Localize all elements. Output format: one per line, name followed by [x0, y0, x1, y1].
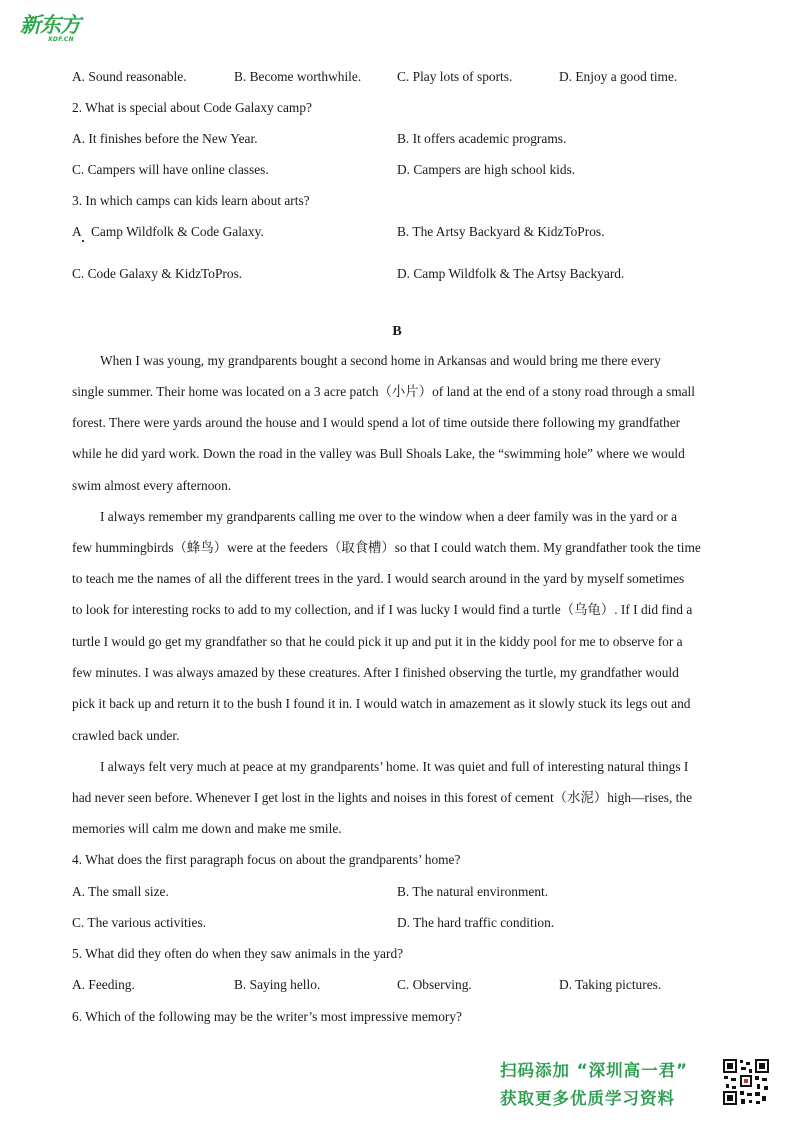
q1-option-d: D. Enjoy a good time.: [559, 69, 678, 84]
passage-line: few minutes. I was always amazed by these creatures. After I finished observing the turtle, my grandfather would: [72, 665, 679, 680]
xdf-logo: [20, 14, 90, 44]
passage-line: memories will calm me down and make me smile.: [72, 821, 342, 836]
q3-option-c: C. Code Galaxy & KidzToPros.: [72, 266, 243, 281]
q5-option-d: D. Taking pictures.: [559, 977, 662, 992]
q1-option-c: C. Play lots of sports.: [397, 69, 513, 84]
q3-stem: 3. In which camps can kids learn about arts?: [72, 193, 310, 208]
passage-line: I always felt very much at peace at my grandparents’ home. It was quiet and full of interesting natural things I: [100, 759, 689, 774]
q3-option-b: B. The Artsy Backyard & KidzToPros.: [397, 224, 605, 239]
q2-option-c: C. Campers will have online classes.: [72, 162, 269, 177]
passage-line: crawled back under.: [72, 728, 180, 743]
q4-option-c: C. The various activities.: [72, 915, 207, 930]
promo-line-2: 获取更多优质学习资料: [500, 1089, 675, 1108]
logo-text: 新东方: [20, 13, 80, 37]
q2-option-a: A. It finishes before the New Year.: [72, 131, 258, 146]
passage-line: to look for interesting rocks to add to my collection, and if I was lucky I would find a turtle（乌龟）. If I did find a: [72, 602, 693, 617]
q6-stem: 6. Which of the following may be the writer’s most impressive memory?: [72, 1009, 462, 1024]
section-b-title: B: [392, 324, 402, 339]
passage-line: pick it back up and return it to the bush I found it in. I would watch in amazement as it slowly stuck its legs out and: [72, 696, 691, 711]
q2-option-b: B. It offers academic programs.: [397, 131, 567, 146]
passage-line: had never seen before. Whenever I get lost in the lights and noises in this forest of cement（水泥）high—rises, the: [72, 790, 693, 805]
passage-line: I always remember my grandparents calling me over to the window when a deer family was in the yard or a: [100, 509, 678, 524]
q4-option-b: B. The natural environment.: [397, 884, 549, 899]
q4-option-d: D. The hard traffic condition.: [397, 915, 555, 930]
q4-option-a: A. The small size.: [72, 884, 169, 899]
logo-sub: XDF.CN: [48, 36, 74, 43]
passage-line: while he did yard work. Down the road in the valley was Bull Shoals Lake, the “swimming hole” where we would: [72, 446, 685, 461]
promo-text: [500, 1057, 688, 1113]
q5-option-b: B. Saying hello.: [234, 977, 321, 992]
q5-stem: 5. What did they often do when they saw animals in the yard?: [72, 946, 404, 961]
passage-line: turtle I would go get my grandfather so that he could pick it up and put it in the kiddy pool for me to observe for a: [72, 634, 683, 649]
passage-line: When I was young, my grandparents bought a second home in Arkansas and would bring me there every: [100, 353, 661, 368]
stray-mark: [82, 240, 84, 242]
passage-line: single summer. Their home was located on a 3 acre patch（小片）of land at the end of a stony road through a small: [72, 384, 695, 399]
q4-stem: 4. What does the first paragraph focus on about the grandparents’ home?: [72, 852, 461, 867]
passage-line: swim almost every afternoon.: [72, 478, 232, 493]
q1-option-a: A. Sound reasonable.: [72, 69, 187, 84]
q2-stem: 2. What is special about Code Galaxy camp?: [72, 100, 312, 115]
q5-option-a: A. Feeding.: [72, 977, 135, 992]
passage-line: forest. There were yards around the house and I would spend a lot of time outside there following my grandfather: [72, 415, 681, 430]
q2-option-d: D. Campers are high school kids.: [397, 162, 576, 177]
q3-option-a: A Camp Wildfolk & Code Galaxy.: [72, 224, 264, 239]
promo-line-1: 扫码添加 “深圳高一君”: [500, 1061, 688, 1080]
qr-code-icon[interactable]: [722, 1058, 770, 1106]
passage-line: to teach me the names of all the different trees in the yard. I would search around in the yard by myself sometimes: [72, 571, 685, 586]
passage-line: few hummingbirds（蜂鸟）were at the feeders（取食槽）so that I could watch them. My grandfather took the time: [72, 540, 701, 555]
q1-option-b: B. Become worthwhile.: [234, 69, 362, 84]
q3-option-d: D. Camp Wildfolk & The Artsy Backyard.: [397, 266, 625, 281]
q5-option-c: C. Observing.: [397, 977, 472, 992]
